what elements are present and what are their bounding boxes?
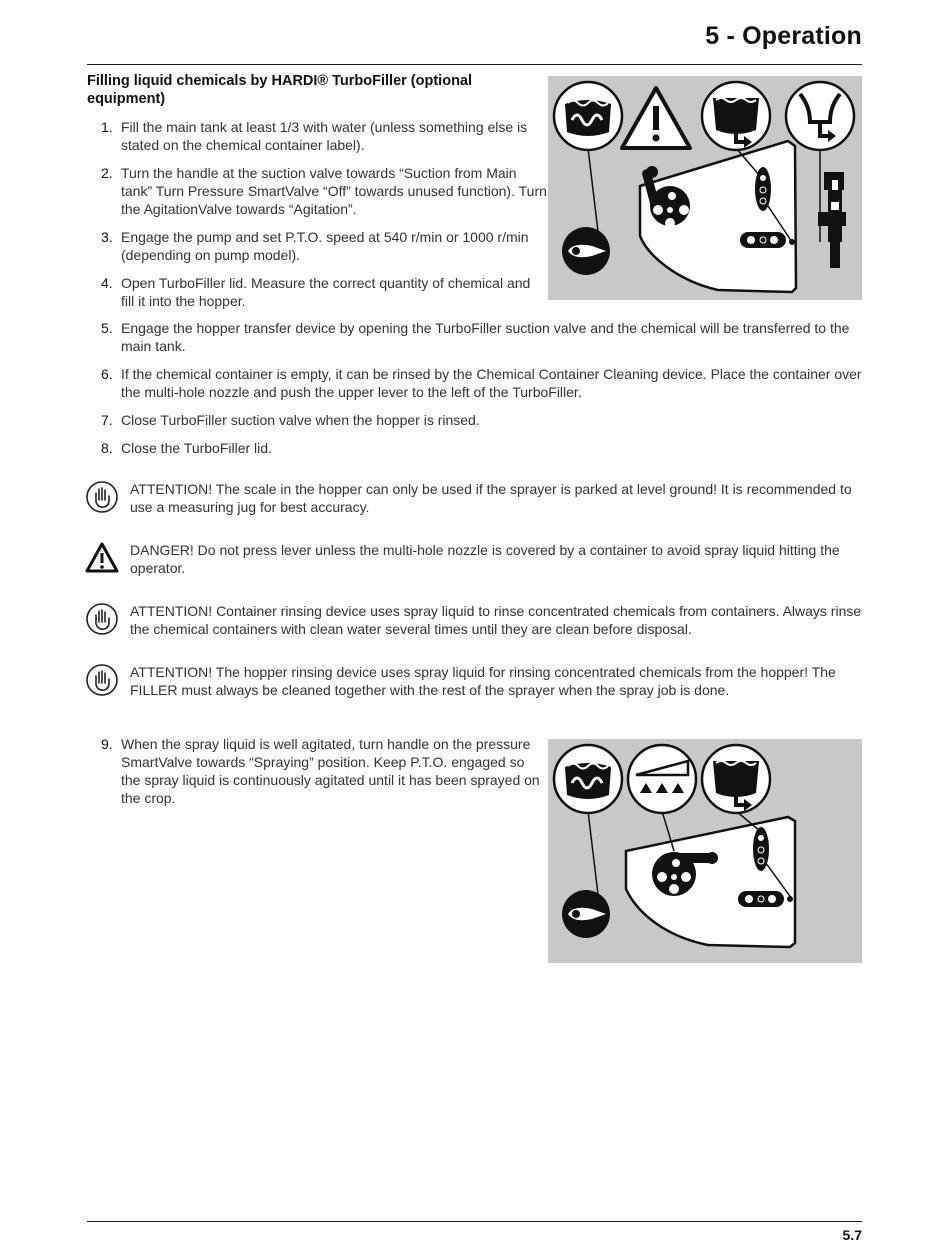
step-text: Engage the pump and set P.T.O. speed at 540 r/min or 1000 r/min (depending on pump model). xyxy=(121,229,529,263)
hopper-transfer-icon xyxy=(786,82,854,150)
steps-list-2 xyxy=(87,319,862,467)
step-text: Open TurboFiller lid. Measure the correct quantity of chemical and fill it into the hopper. xyxy=(121,275,531,309)
hand-attention-icon xyxy=(85,480,119,514)
step-text: If the chemical container is empty, it can be rinsed by the Chemical Container Cleaning device. Place the container over the multi-hole nozzle and push the upper lever to the left of the TurboFiller. xyxy=(121,366,862,400)
tank-suction-icon xyxy=(702,745,770,813)
notice-text: ATTENTION! The scale in the hopper can only be used if the sprayer is parked at level ground! It is recommended to use a measuring jug for best accuracy. xyxy=(130,481,852,515)
agitation-tank-icon xyxy=(554,745,622,813)
list-item xyxy=(87,411,862,429)
step-number: 7. xyxy=(101,412,113,428)
step-text: Turn the handle at the suction valve towards “Suction from Main tank” Turn Pressure SmartValve “Off” towards unused function). Turn the AgitationValve towards “Agitation”. xyxy=(121,165,547,217)
agitation-valve-icon xyxy=(562,890,610,938)
notice-text: ATTENTION! The hopper rinsing device uses spray liquid for rinsing concentrated chemicals from the hopper! The FILLER must always be cleaned together with the rest of the sprayer when the spray job is done. xyxy=(130,664,836,698)
step-text: Close TurboFiller suction valve when the hopper is rinsed. xyxy=(121,412,480,428)
pressure-indicator xyxy=(755,167,771,211)
notice-text: ATTENTION! Container rinsing device uses spray liquid to rinse concentrated chemicals from containers. Always rinse the chemical containers with clean water several times until they are clean before disposal. xyxy=(130,603,862,637)
step-number: 1. xyxy=(101,119,113,135)
section-title: Filling liquid chemicals by HARDI® TurboFiller (optional equipment) xyxy=(87,73,473,107)
pressure-indicator xyxy=(753,827,769,871)
turbofiller-valve-figure xyxy=(548,76,862,300)
page-footer xyxy=(87,1221,862,1246)
steps-list-1 xyxy=(87,118,547,320)
turbofiller-device xyxy=(818,172,846,268)
list-item xyxy=(87,439,862,457)
step-number: 2. xyxy=(101,165,113,181)
step-number: 4. xyxy=(101,275,113,291)
agitation-tank-icon xyxy=(554,82,622,150)
step-number: 8. xyxy=(101,440,113,456)
warning-triangle-icon xyxy=(85,541,119,575)
step-text: Engage the hopper transfer device by opening the TurboFiller suction valve and the chemical will be transferred to the main tank. xyxy=(121,320,850,354)
list-item xyxy=(87,319,862,355)
hand-attention-icon xyxy=(85,602,119,636)
list-item xyxy=(87,164,547,218)
step-text: When the spray liquid is well agitated, turn handle on the pressure SmartValve towards “Spraying” position. Keep P.T.O. engaged so the spray liquid is continuously agitated until it has been sprayed on the crop. xyxy=(121,736,540,806)
tank-suction-icon xyxy=(702,82,770,150)
step-text: Fill the main tank at least 1/3 with water (unless something else is stated on the chemical container label). xyxy=(121,119,528,153)
step-text: Close the TurboFiller lid. xyxy=(121,440,272,456)
list-item xyxy=(87,735,547,807)
step-number: 5. xyxy=(101,320,113,336)
page-header xyxy=(87,22,862,65)
step-number: 6. xyxy=(101,366,113,382)
list-item xyxy=(87,228,547,264)
steps-list-3 xyxy=(87,735,547,817)
warning-triangle-icon xyxy=(622,88,690,148)
spray-boom-icon xyxy=(628,745,696,813)
smartvalve-spraying-figure xyxy=(548,739,862,963)
hand-attention-icon xyxy=(85,663,119,697)
page-title: 5 - Operation xyxy=(705,22,862,50)
list-item xyxy=(87,365,862,401)
notice-text: DANGER! Do not press lever unless the multi-hole nozzle is covered by a container to avoid spray liquid hitting the operator. xyxy=(130,542,840,576)
page-number: 5.7 xyxy=(842,1227,862,1243)
step-number: 3. xyxy=(101,229,113,245)
step-number: 9. xyxy=(101,736,113,752)
list-item xyxy=(87,118,547,154)
list-item xyxy=(87,274,547,310)
agitation-valve-icon xyxy=(562,227,610,275)
